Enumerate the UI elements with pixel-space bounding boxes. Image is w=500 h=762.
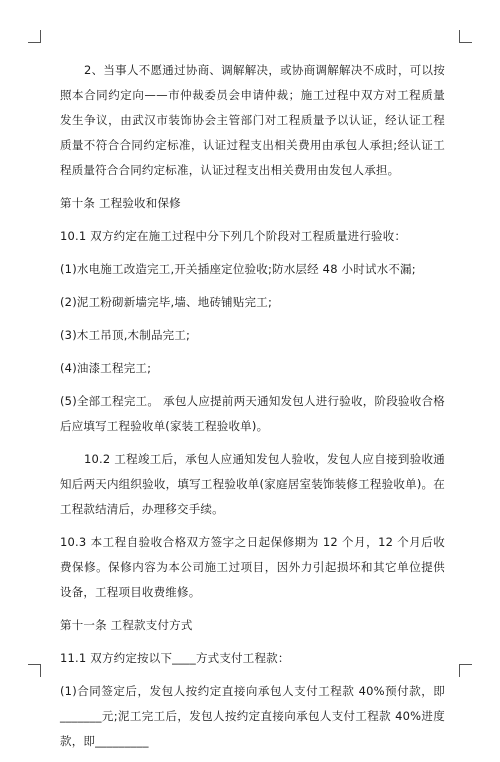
crop-mark-bottom-right (459, 664, 472, 677)
list-item: (2)泥工粉砌新墙完毕,墙、地砖铺贴完工; (60, 295, 273, 309)
clause-10-1: 10.1 双方约定在施工过程中分下列几个阶段对工程质量进行验收： (60, 229, 407, 243)
clause-11-1: 11.1 双方约定按以下____方式支付工程款： (60, 651, 290, 665)
crop-mark-bottom-left (28, 664, 41, 677)
section-heading-payment: 第十一条 工程款支付方式 (60, 618, 193, 632)
clause-10-2: 10.2 工程竣工后，承包人应通知发包人验收，发包人应自接到验收通知后两天内组织验收，填写工程验收单(家庭居室装饰装修工程验收单)。在工程款结清后，办理移交手续。 (60, 452, 445, 516)
list-item: (4)油漆工程完工; (60, 361, 152, 375)
crop-mark-top-right (459, 30, 472, 43)
crop-mark-top-left (28, 30, 41, 43)
paragraph-arbitration: 2、当事人不愿通过协商、调解解决，或协商调解解决不成时，可以按照本合同约定向——市仲裁委员会申请仲裁；施工过程中双方对工程质量发生争议，由武汉市装饰协会主管部门对工程质量予以认证，经认证工程质量不符合合同约定标准，认证过程支出相关费用由承包人承担;经认证工程质量符合合同约定标准，认证过程支出相关费用由发包人承担。 (60, 63, 445, 177)
list-item: (1)水电施工改造完工,开关插座定位验收;防水层经 48 小时试水不漏; (60, 262, 416, 276)
section-heading-acceptance: 第十条 工程验收和保修 (60, 196, 181, 210)
document-body (60, 58, 445, 762)
list-item: (3)木工吊顶,木制品完工; (60, 328, 191, 342)
list-item: (5)全部工程完工。 承包人应提前两天通知发包人进行验收，阶段验收合格后应填写工程验收单(家装工程验收单)。 (60, 394, 445, 433)
clause-10-3: 10.3 本工程自验收合格双方签字之日起保修期为 12 个月，12 个月后收费保修。保修内容为本公司施工过项目，因外力引起损坏和其它单位提供设备，工程项目收费维修。 (60, 535, 445, 599)
list-item: (1)合同签定后，发包人按约定直接向承包人支付工程款 40%预付款，即_______元;泥工完工后，发包人按约定直接向承包人支付工程款 40%进度款，即_________ (60, 684, 445, 748)
